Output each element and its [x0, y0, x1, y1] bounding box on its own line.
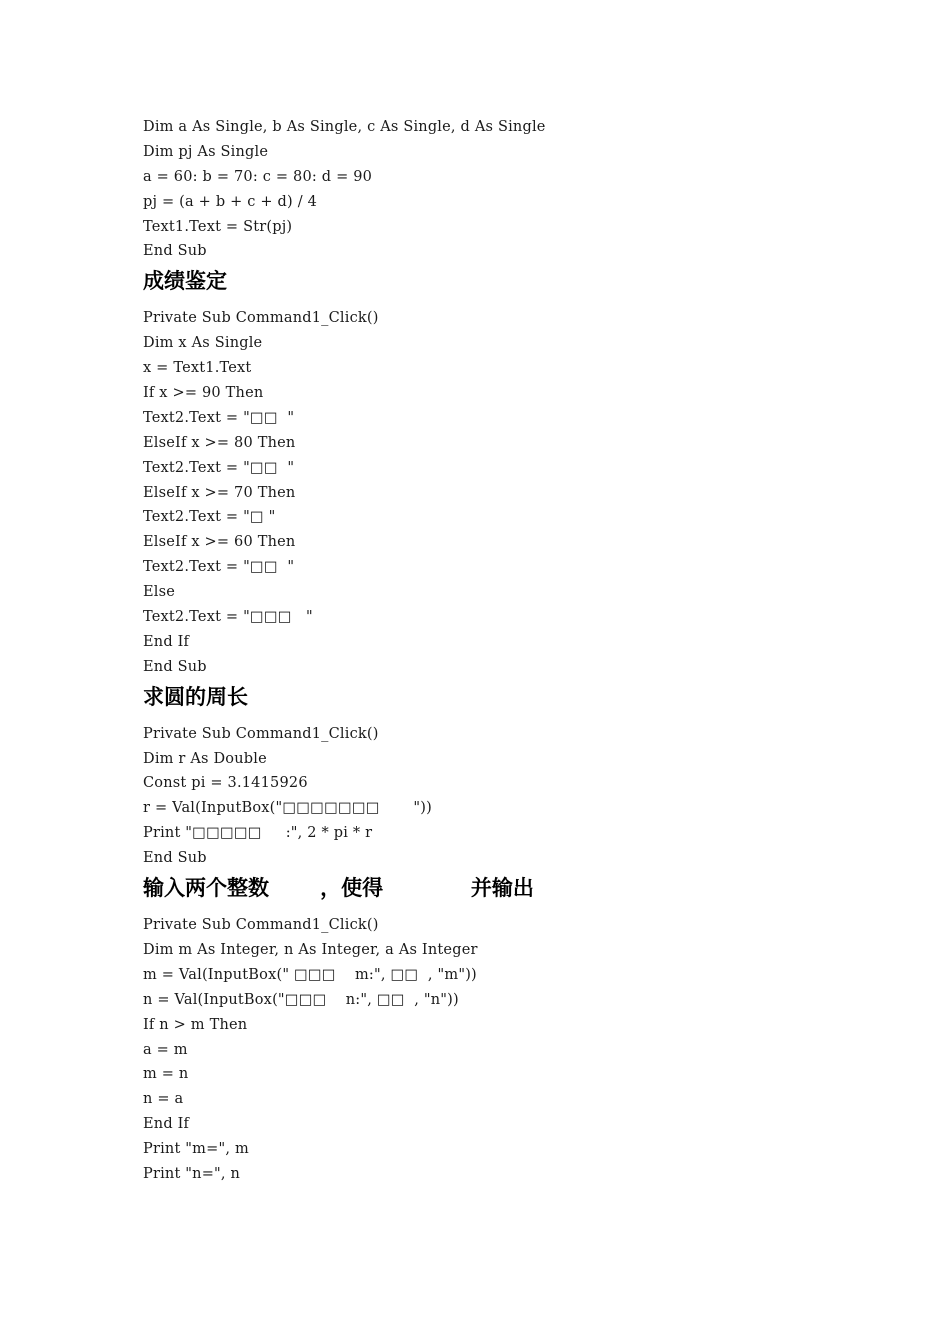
code-line: Dim m As Integer, n As Integer, a As Integer: [143, 941, 478, 958]
code-line: End Sub: [143, 658, 207, 675]
code-line: ElseIf x >= 80 Then: [143, 434, 296, 451]
code-line: ElseIf x >= 60 Then: [143, 534, 296, 551]
code-line: Text2.Text = "□□ ": [143, 459, 295, 476]
section-heading-grade: 成绩鉴定: [143, 269, 227, 294]
code-line: x = Text1.Text: [143, 360, 252, 377]
code-line: Text2.Text = "□□ ": [143, 409, 295, 426]
code-block-circle: [143, 722, 903, 871]
code-line: End Sub: [143, 850, 207, 867]
code-line: a = m: [143, 1041, 188, 1058]
code-line: End If: [143, 1116, 190, 1133]
code-line: Print "n=", n: [143, 1165, 241, 1182]
code-line: Dim x As Single: [143, 335, 263, 352]
section-heading-circle: 求圆的周长: [143, 684, 248, 709]
code-line: Else: [143, 584, 176, 601]
code-line: pj = (a + b + c + d) / 4: [143, 193, 318, 210]
code-line: Text2.Text = "□□□ ": [143, 609, 313, 626]
code-line: If x >= 90 Then: [143, 385, 264, 402]
code-line: Dim r As Double: [143, 750, 267, 767]
section-heading-integers: 输入两个整数 ，使得 并输出: [143, 876, 534, 901]
code-block-integers: [143, 913, 903, 1187]
code-line: Text2.Text = "□ ": [143, 509, 276, 526]
code-line: m = n: [143, 1066, 189, 1083]
code-line: Private Sub Command1_Click(): [143, 917, 379, 934]
code-line: Private Sub Command1_Click(): [143, 310, 379, 327]
code-line: Dim pj As Single: [143, 143, 269, 160]
code-line: Const pi = 3.1415926: [143, 775, 308, 792]
code-line: Text2.Text = "□□ ": [143, 559, 295, 576]
code-line: r = Val(InputBox("□□□□□□□ ")): [143, 800, 432, 817]
code-line: Private Sub Command1_Click(): [143, 725, 379, 742]
code-block-average: [143, 115, 903, 264]
code-line: n = Val(InputBox("□□□ n:", □□ , "n")): [143, 991, 459, 1008]
document-page: [143, 115, 903, 1187]
code-line: End Sub: [143, 243, 207, 260]
code-line: If n > m Then: [143, 1016, 248, 1033]
code-line: Text1.Text = Str(pj): [143, 218, 293, 235]
code-line: n = a: [143, 1091, 184, 1108]
code-line: Dim a As Single, b As Single, c As Single, d As Single: [143, 119, 546, 135]
code-line: Print "□□□□□ :", 2 * pi * r: [143, 825, 373, 842]
code-line: Print "m=", m: [143, 1141, 249, 1158]
code-line: m = Val(InputBox(" □□□ m:", □□ , "m")): [143, 966, 477, 983]
code-line: ElseIf x >= 70 Then: [143, 484, 296, 501]
code-line: a = 60: b = 70: c = 80: d = 90: [143, 168, 373, 185]
code-line: End If: [143, 633, 190, 650]
code-block-grade: [143, 306, 903, 679]
